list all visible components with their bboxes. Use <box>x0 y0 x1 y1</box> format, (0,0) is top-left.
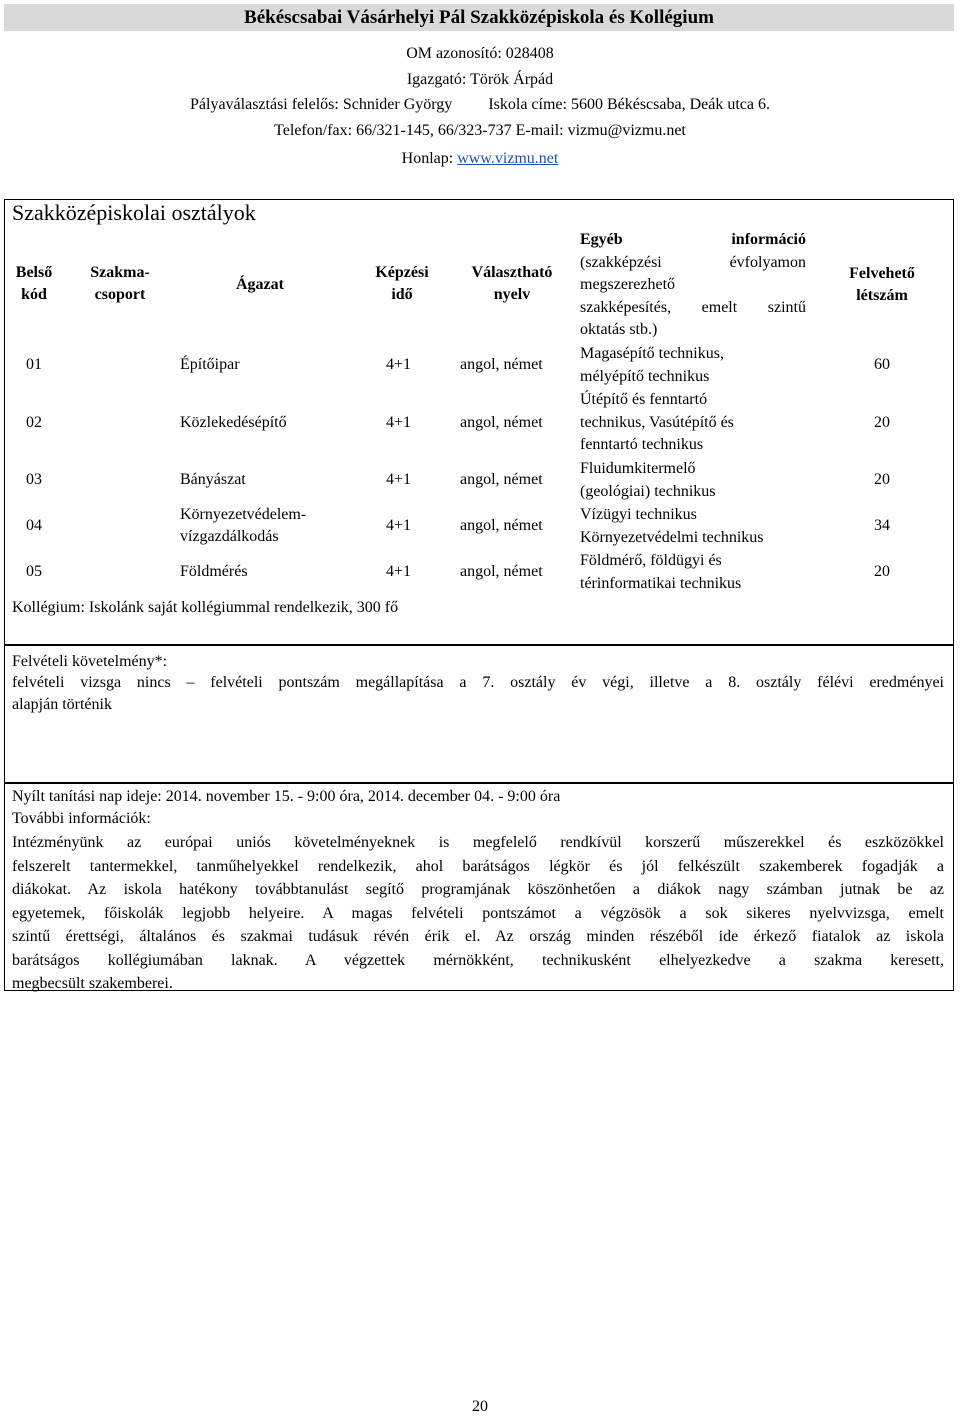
header-other-info: Egyéb információ (szakképzési évfolyamon megszerezhető szakképesítés, emelt szintű oktatás stb.) <box>580 231 806 338</box>
page-number: 20 <box>472 1398 488 1415</box>
dormitory-info: Kollégium: Iskolánk saját kollégiummal rendelkezik, 300 fő <box>12 599 399 616</box>
row-04-code: 04 <box>26 517 42 534</box>
career-address-line <box>0 94 960 116</box>
row-02-capacity: 20 <box>874 414 890 431</box>
row-02-branch: Közlekedésépítő <box>180 414 287 431</box>
header-duration: Képzési idő <box>375 264 429 303</box>
career-officer: Pályaválasztási felelős: Schnider György <box>190 96 453 113</box>
open-day: Nyílt tanítási nap ideje: 2014. november 15. - 9:00 óra, 2014. december 04. - 9:00 óra <box>12 788 561 805</box>
row-02-duration: 4+1 <box>386 414 412 431</box>
row-01-code: 01 <box>26 356 42 373</box>
more-info-text: Intézményünk az európai uniós követelményeknek is megfelelő rendkívül korszerű műszerekkel és eszközökkel felszerelt tantermekkel, tanműhelyekkel rendelkezik, ahol barátságos légkör és jól felkészült szakemberek fogadják a diákokat. Az iskola hatékony továbbtanulást segítő programjának köszönhetően a diákok nagy számban jutnak be az egyetemek, főiskolák legjobb helyeire. A magas felvételi pontszámot a végzösök a sok sikeres nyelvvizsga, emelt szintű érettségi, általános és szakmai tudásuk révén érik el. Az ország minden részéből ide érkező fiatalok az iskola barátságos kollégiumában laknak. A végzettek mérnökként, technikusként elhelyezkedve a szakma keresett, megbecsült szakemberei. <box>12 834 944 992</box>
header-profession-group: Szakma- csoport <box>90 264 150 303</box>
row-03-duration: 4+1 <box>386 471 412 488</box>
section-title: Szakközépiskolai osztályok <box>12 200 256 225</box>
phone-email: Telefon/fax: 66/321-145, 66/323-737 E-mail: vizmu@vizmu.net <box>274 122 686 139</box>
row-03-branch: Bányászat <box>180 471 246 488</box>
row-01-duration: 4+1 <box>386 356 412 373</box>
row-04-capacity: 34 <box>874 517 890 534</box>
row-04-info: Vízügyi technikus Környezetvédelmi technikus <box>580 506 764 546</box>
row-02-info: Útépítő és fenntartó technikus, Vasútépítő és fenntartó technikus <box>580 391 734 453</box>
row-04-branch: Környezetvédelem- vízgazdálkodás <box>180 506 307 545</box>
row-05-code: 05 <box>26 563 42 580</box>
header-capacity: Felvehető létszám <box>849 265 915 304</box>
row-01-branch: Építőipar <box>180 356 240 373</box>
school-address: Iskola címe: 5600 Békéscsaba, Deák utca 6. <box>488 96 770 113</box>
row-04-language: angol, német <box>460 517 543 534</box>
row-03-capacity: 20 <box>874 471 890 488</box>
row-01-info: Magasépítő technikus, mélyépítő technikus <box>580 345 724 385</box>
row-02-code: 02 <box>26 414 42 431</box>
homepage-link[interactable]: www.vizmu.net <box>457 150 559 167</box>
row-02-language: angol, német <box>460 414 543 431</box>
more-info-title: További információk: <box>12 810 151 827</box>
requirements-text: felvételi vizsga nincs – felvételi pontszám megállapítása a 7. osztály év végi, illetve a 8. osztály félévi eredményei alapján történik <box>12 674 944 713</box>
row-05-capacity: 20 <box>874 563 890 580</box>
header-branch: Ágazat <box>236 276 284 293</box>
row-01-language: angol, német <box>460 356 543 373</box>
row-03-language: angol, német <box>460 471 543 488</box>
row-05-info: Földmérő, földügyi és térinformatikai technikus <box>580 552 742 592</box>
header-language: Választható nyelv <box>471 264 553 303</box>
row-04-duration: 4+1 <box>386 517 412 534</box>
row-03-info: Fluidumkitermelő (geológiai) technikus <box>580 460 716 500</box>
requirements-title: Felvételi követelmény*: <box>12 653 168 670</box>
row-05-branch: Földmérés <box>180 563 248 580</box>
row-05-language: angol, német <box>460 563 543 580</box>
director: Igazgató: Török Árpád <box>406 71 554 88</box>
homepage-line <box>0 148 960 170</box>
school-name-bar: Békéscsabai Vásárhelyi Pál Szakközépiskola és Kollégium <box>4 4 954 31</box>
row-05-duration: 4+1 <box>386 563 412 580</box>
row-03-code: 03 <box>26 471 42 488</box>
om-id: OM azonosító: 028408 <box>406 45 554 62</box>
homepage-label: Honlap: <box>401 150 454 167</box>
row-01-capacity: 60 <box>874 356 890 373</box>
header-internal-code: Belső kód <box>15 264 53 303</box>
